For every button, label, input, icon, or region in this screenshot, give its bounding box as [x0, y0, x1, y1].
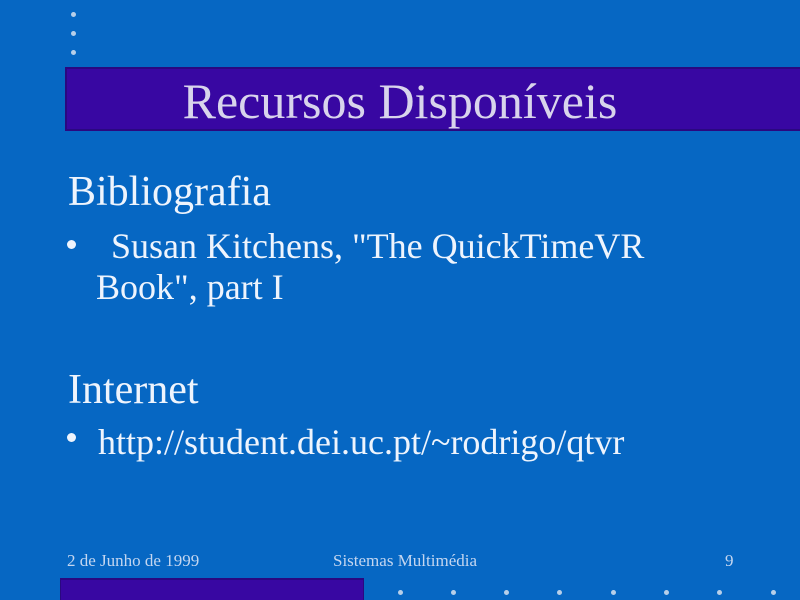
- decor-dot-icon: [557, 590, 562, 595]
- decor-dot-icon: [71, 50, 76, 55]
- decor-dot-icon: [451, 590, 456, 595]
- decor-dot-icon: [611, 590, 616, 595]
- decor-dot-icon: [717, 590, 722, 595]
- footer-date: 2 de Junho de 1999: [67, 551, 200, 570]
- heading-bibliografia: Bibliografia: [68, 169, 271, 215]
- footer-course-title: Sistemas Multimédia: [333, 551, 478, 570]
- decor-dot-icon: [398, 590, 403, 595]
- heading-internet: Internet: [68, 367, 199, 413]
- decor-dot-icon: [504, 590, 509, 595]
- decor-dot-icon: [71, 12, 76, 17]
- bullet-item-url: http://student.dei.uc.pt/~rodrigo/qtvr: [98, 422, 625, 462]
- decor-dot-icon: [771, 590, 776, 595]
- bottom-left-banner: [60, 578, 364, 600]
- decor-dot-icon: [71, 31, 76, 36]
- footer-page-number: 9: [725, 551, 734, 570]
- bullet-item-book-reference: Susan Kitchens, "The QuickTimeVR Book", part I: [96, 226, 645, 307]
- decor-dot-icon: [664, 590, 669, 595]
- slide-title: Recursos Disponíveis: [182, 73, 618, 129]
